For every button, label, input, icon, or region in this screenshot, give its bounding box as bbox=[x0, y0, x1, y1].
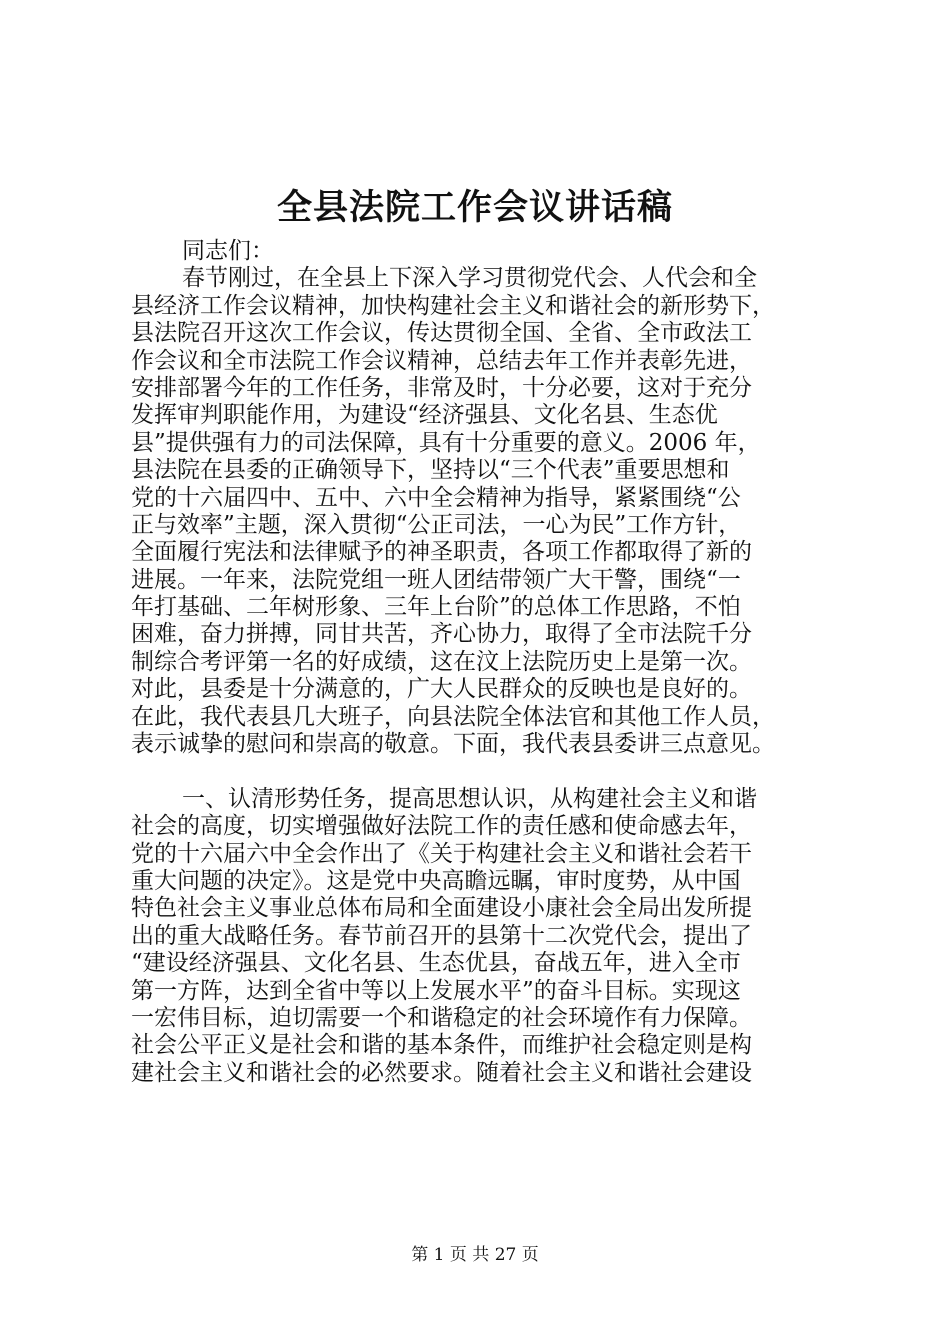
page-footer: 第 1 页 共 27 页 bbox=[411, 1245, 539, 1265]
text-line: 发挥审判职能作用，为建设“经济强县、文化名县、生态优 bbox=[131, 402, 718, 429]
text-line: 社会公平正义是社会和谐的基本条件，而维护社会稳定则是构 bbox=[131, 1032, 752, 1059]
text-line: 全面履行宪法和法律赋予的神圣职责，各项工作都取得了新的 bbox=[131, 539, 752, 566]
text-line: 年打基础、二年树形象、三年上台阶”的总体工作思路，不怕 bbox=[131, 594, 741, 621]
text-line: 一、认清形势任务，提高思想认识，从构建社会主义和谐 bbox=[182, 785, 757, 812]
document-title: 全县法院工作会议讲话稿 bbox=[276, 187, 673, 228]
text-line: 进展。一年来，法院党组一班人团结带领广大干警，围绕“一 bbox=[131, 566, 741, 593]
text-line: “建设经济强县、文化名县、生态优县，奋战五年，进入全市 bbox=[131, 950, 741, 977]
text-line: 县法院在县委的正确领导下，坚持以“三个代表”重要思想和 bbox=[131, 457, 730, 484]
text-line: 制综合考评第一名的好成绩，这在汶上法院历史上是第一次。 bbox=[131, 648, 752, 675]
document-body bbox=[131, 238, 831, 1087]
text-line: 建社会主义和谐社会的必然要求。随着社会主义和谐社会建设 bbox=[131, 1059, 752, 1086]
text-line: 春节刚过，在全县上下深入学习贯彻党代会、人代会和全 bbox=[182, 265, 757, 292]
text-line: 党的十六届六中全会作出了《关于构建社会主义和谐社会若干 bbox=[131, 840, 752, 867]
text-line: 党的十六届四中、五中、六中全会精神为指导，紧紧围绕“公 bbox=[131, 484, 741, 511]
greeting: 同志们： bbox=[182, 238, 274, 264]
text-line: 重大问题的决定》。这是党中央高瞻远瞩，审时度势，从中国 bbox=[131, 867, 741, 894]
text-line: 困难，奋力拼搏，同甘共苦，齐心协力，取得了全市法院千分 bbox=[131, 621, 752, 648]
text-line: 第一方阵，达到全省中等以上发展水平”的奋斗目标。实现这 bbox=[131, 977, 741, 1004]
text-line: 出的重大战略任务。春节前召开的县第十二次党代会，提出了 bbox=[131, 922, 752, 949]
text-line: 县”提供强有力的司法保障，具有十分重要的意义。2006 年， bbox=[131, 429, 761, 456]
text-line: 社会的高度，切实增强做好法院工作的责任感和使命感去年， bbox=[131, 813, 752, 840]
text-line: 作会议和全市法院工作会议精神，总结去年工作并表彰先进， bbox=[131, 347, 752, 374]
text-line: 县经济工作会议精神，加快构建社会主义和谐社会的新形势下， bbox=[131, 292, 775, 319]
text-line: 表示诚挚的慰问和崇高的敬意。下面，我代表县委讲三点意见。 bbox=[131, 731, 775, 758]
paragraph-1 bbox=[131, 265, 831, 758]
paragraph-gap bbox=[131, 758, 831, 785]
text-line: 安排部署今年的工作任务，非常及时，十分必要，这对于充分 bbox=[131, 374, 752, 401]
paragraph-2 bbox=[131, 786, 831, 1087]
text-line: 一宏伟目标，迫切需要一个和谐稳定的社会环境作有力保障。 bbox=[131, 1004, 752, 1031]
text-line: 在此，我代表县几大班子，向县法院全体法官和其他工作人员， bbox=[131, 703, 775, 730]
text-line: 正与效率”主题，深入贯彻“公正司法，一心为民”工作方针， bbox=[131, 511, 742, 538]
text-line: 县法院召开这次工作会议，传达贯彻全国、全省、全市政法工 bbox=[131, 320, 752, 347]
text-line: 对此，县委是十分满意的，广大人民群众的反映也是良好的。 bbox=[131, 676, 752, 703]
text-line: 特色社会主义事业总体布局和全面建设小康社会全局出发所提 bbox=[131, 895, 752, 922]
